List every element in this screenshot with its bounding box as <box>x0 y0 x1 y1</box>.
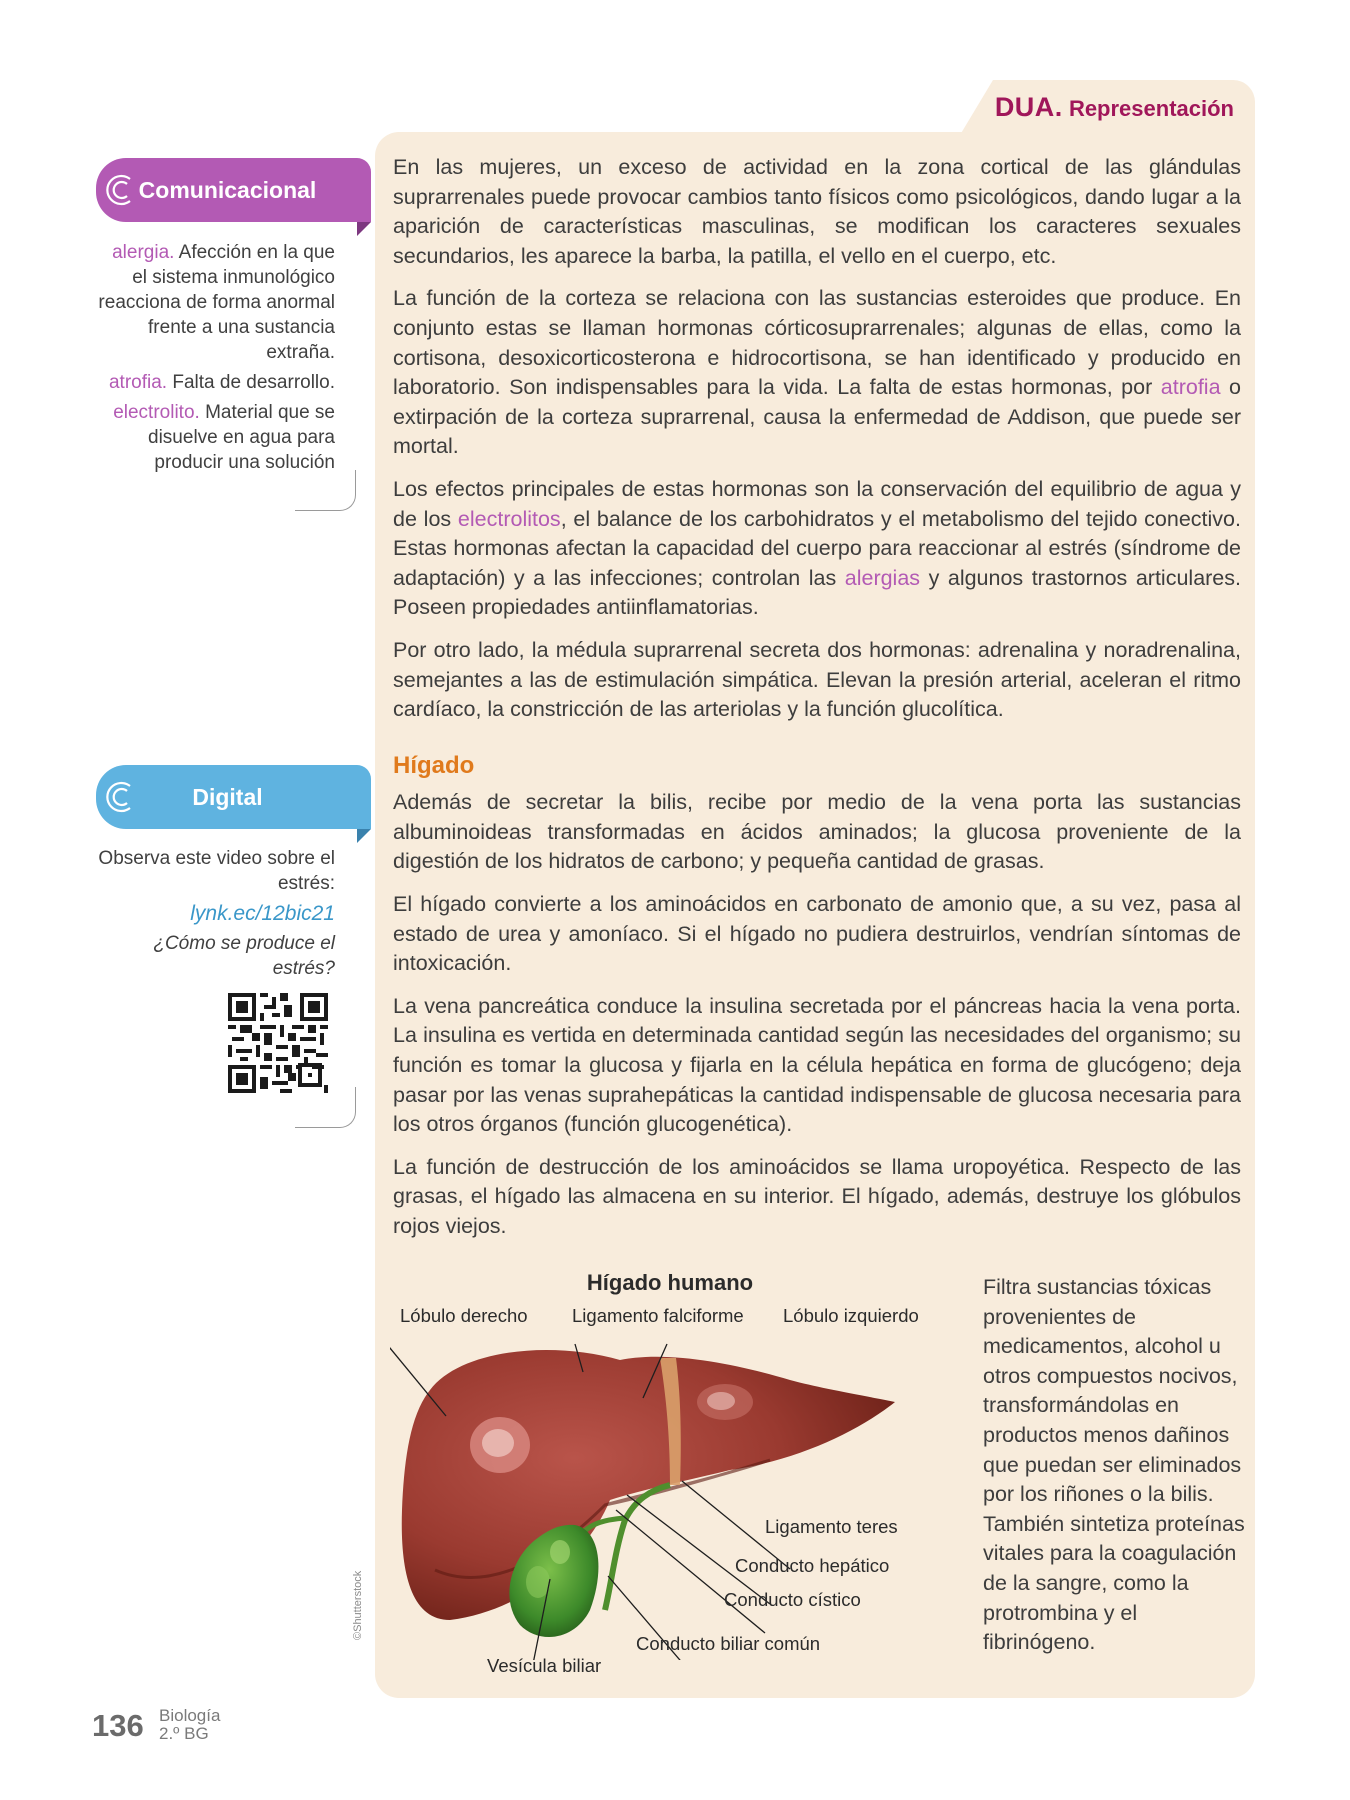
header-fold <box>357 222 371 236</box>
page-subject <box>159 1707 220 1743</box>
keyword-link: atrofia <box>1160 375 1221 400</box>
paragraph: Además de secretar la bilis, recibe por medio de la vena porta las sustancias albuminoideas transformadas en ácidos aminados; la glucosa proveniente de la digestión de los hidratos de carbono; y pequeña cantidad de grasas. <box>393 790 1241 874</box>
glossary-term: electrolito. <box>113 402 200 423</box>
glossary <box>96 240 335 480</box>
qr-code[interactable] <box>228 993 328 1093</box>
paragraph <box>393 475 1241 623</box>
keyword-link: alergias <box>844 565 921 590</box>
dua-prefix: DUA. <box>994 92 1063 122</box>
glossary-entry <box>96 400 335 475</box>
paragraph: Por otro lado, la médula suprarrenal secreta dos hormonas: adrenalina y noradrenalina, semejantes a las de estimulación simpática. Elevan la presión arterial, aceleran el ritmo cardíaco, la constricción de las arteriolas y la función glucolítica. <box>393 637 1241 722</box>
figure-caption: Filtra sustancias tóxicas provenientes de medicamentos, alcohol u otros compuestos nocivos, transformándolas en productos menos dañinos que puedan ser eliminados por los riñones o la bilis. También sintetiza proteínas vitales para la coagulación de la sangre, como la protrombina y el fibrinógeno. <box>983 1275 1245 1655</box>
label-lobulo-izquierdo: Lóbulo izquierdo <box>783 1305 919 1326</box>
digital-title: Digital <box>192 784 263 810</box>
section-title: Hígado <box>393 751 475 779</box>
label-ligamento-teres: Ligamento teres <box>765 1516 898 1537</box>
label-conducto-biliar-comun: Conducto biliar común <box>636 1633 821 1654</box>
paragraph: La vena pancreática conduce la insulina secretada por el páncreas hacia la vena porta. La insulina es vertida en determinada cantidad según las necesidades del organismo; su función es tomar la glucosa y fijarla en la célula hepática en forma de glucógeno; deja pasar por las venas suprahepáticas la cantidad indispensable de glucosa necesaria para los otros órganos (función glucogenética). <box>393 993 1241 1137</box>
text-run: y algunos trastornos articulares. Poseen propiedades antiinflamatorias. <box>393 565 1241 620</box>
digital-question: ¿Cómo se produce el estrés? <box>153 933 335 979</box>
label-vesicula-biliar: Vesícula biliar <box>487 1655 602 1676</box>
video-link[interactable]: lynk.ec/12bic21 <box>190 902 335 925</box>
glossary-entry <box>96 370 335 395</box>
header-fold <box>357 829 371 843</box>
text-run: La función de la corteza se relaciona con las sustancias esteroides que produce. En conjunto estas se llaman hormonas córticosuprarrenales; algunas de ellas, como la cortisona, desoxicorticosterona e hidrocortisona, se han identificado y producido en laboratorio. Son indispensables para la vida. La falta de estas hormonas, por <box>393 286 1241 400</box>
dua-label: Representación <box>1068 96 1234 121</box>
text-run: , el balance de los carbohidratos y el metabolismo del tejido conectivo. Estas hormonas afectan la capacidad del cuerpo para reaccionar al estrés (síndrome de adaptación) y a las infecciones; controlan las <box>393 506 1241 590</box>
main-text <box>393 153 1241 1255</box>
comunicacional-title: Comunicacional <box>138 177 317 203</box>
course-level: 2.º BG <box>159 1724 209 1743</box>
dua-header <box>995 92 1234 123</box>
comunicacional-header <box>96 158 371 222</box>
digital-header <box>96 765 371 829</box>
paragraph: La función de destrucción de los aminoácidos se llama uropoyética. Respecto de las grasas, el hígado las almacena en su interior. El hígado, además, destruye los glóbulos rojos viejos. <box>393 1154 1241 1238</box>
paragraph <box>393 284 1241 462</box>
label-lobulo-derecho: Lóbulo derecho <box>400 1305 528 1326</box>
text-run: Los efectos principales de estas hormonas son la conservación del equilibrio de agua y de los <box>393 476 1241 531</box>
paragraph: En las mujeres, un exceso de actividad en la zona cortical de las glándulas suprarrenales puede provocar cambios tanto físicos como psicológicos, dando lugar a la aparición de características masculinas, se modifican los caracteres sexuales secundarios, les aparece la barba, la patilla, el vello en el cuerpo, etc. <box>393 155 1241 268</box>
glossary-term: alergia. <box>112 242 175 263</box>
page-number: 136 <box>92 1708 144 1743</box>
label-ligamento-falciforme: Ligamento falciforme <box>572 1305 744 1326</box>
digital-content <box>96 846 335 986</box>
subject-name: Biología <box>159 1706 221 1725</box>
digital-intro: Observa este video sobre el estrés: <box>98 848 335 894</box>
text-run: o extirpación de la corteza suprarrenal, causa la enfermedad de Addison, que puede ser mortal. <box>393 375 1241 459</box>
comunicacional-end-bracket <box>295 470 356 511</box>
glossary-term: atrofia. <box>108 372 168 393</box>
keyword-link: electrolitos <box>457 506 561 531</box>
glossary-definition: Falta de desarrollo. <box>167 372 335 393</box>
label-conducto-hepatico: Conducto hepático <box>735 1555 890 1576</box>
image-credit: ©Shutterstock <box>352 1570 364 1640</box>
glossary-entry <box>96 240 335 365</box>
paragraph: El hígado convierte a los aminoácidos en carbonato de amonio que, a su vez, pasa al estado de urea y amoníaco. Si el hígado no pudiera destruirlos, vendrían síntomas de intoxicación. <box>393 892 1241 976</box>
label-conducto-cistico: Conducto cístico <box>724 1589 861 1610</box>
glossary-definition: Afección en la que el sistema inmunológico reacciona de forma anormal frente a una sustancia extraña. <box>98 242 335 363</box>
digital-end-bracket <box>295 1087 356 1128</box>
glossary-definition: Material que se disuelve en agua para producir una solución <box>148 402 335 473</box>
figure-title: Hígado humano <box>586 1270 754 1295</box>
